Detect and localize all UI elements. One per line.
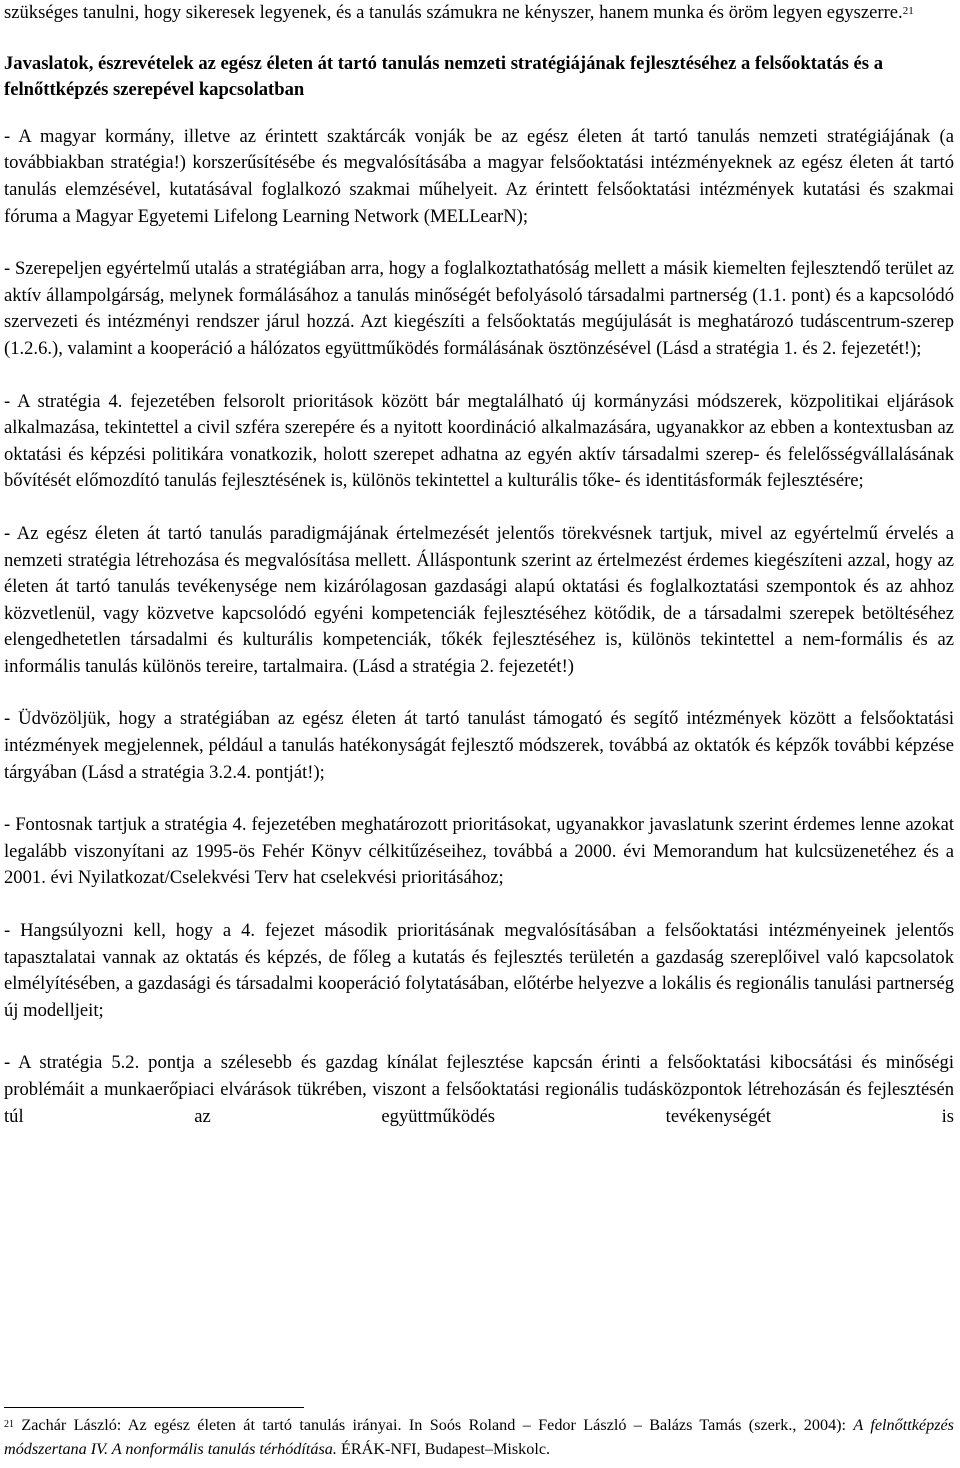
document-page (4, 0, 954, 1130)
paragraph-6: - Fontosnak tartjuk a stratégia 4. fejezetében meghatározott prioritásokat, ugyanakkor javaslatunk szerint érdemes lenne azokat legalább viszonyítani az 1995-ös Fehér Könyv célkitűzéseihez, továbbá a 2000. évi Memorandum hat kulcsüzenetéhez és a 2001. évi Nyilatkozat/Cselekvési Terv hat cselekvési prioritásához; (4, 814, 954, 889)
footnote (4, 1414, 954, 1461)
footnote-book-title: A felnőttképzés módszertana IV. A nonformális tanulás térhódítása. (4, 1416, 954, 1458)
intro-text: szükséges tanulni, hogy sikeresek legyenek, és a tanulás számukra ne kényszer, hanem munka és öröm legyen egyszerre. (4, 2, 903, 23)
intro-paragraph (4, 0, 954, 27)
paragraph-1: - A magyar kormány, illetve az érintett szaktárcák vonják be az egész életen át tartó tanulás nemzeti stratégiájának (a továbbiakban stratégia!) korszerűsítésébe és megvalósításába a magyar felsőoktatási intézményeknek az egész életen át tartó tanulás elemzésével, kutatásával foglalkozó szakmai műhelyeit. Az érintett felsőoktatási intézmények kutatási és szakmai fóruma a Magyar Egyetemi Lifelong Learning Network (MELLearN); (4, 125, 954, 227)
paragraph-4: - Az egész életen át tartó tanulás paradigmájának értelmezését jelentős törekvésnek tartjuk, mivel az egyértelmű érvelés a nemzeti stratégia létrehozása és megvalósítása mellett. Álláspontunk szerint az értelmezést érdemes kiegészíteni azzal, hogy az életen át tartó tanulás tevékenysége nem kizárólagosan gazdasági alapú oktatási és foglalkoztatási szempontok és az ahhoz közvetlenül, vagy közvetve kapcsolódó egyéni kompetenciák fejlesztéséhez kötődik, de a társadalmi szerepek betöltéséhez elengedhetetlen társadalmi és kulturális kompetenciák, tőkék fejlesztéséhez is, különös tekintettel a nem-formális és az informális tanulás különös tereire, tartalmaira. (Lásd a stratégia 2. fejezetét!) (4, 522, 954, 677)
section-heading: Javaslatok, észrevételek az egész életen át tartó tanulás nemzeti stratégiájának fejlesztéséhez a felsőoktatás és a felnőttképzés szerepével kapcsolatban (4, 52, 883, 101)
footnote-text-part1: Zachár László: Az egész életen át tartó tanulás irányai. In Soós Roland – Fedor László – Balázs Tamás (szerk., 2004): (21, 1416, 854, 1434)
paragraph-7: - Hangsúlyozni kell, hogy a 4. fejezet második prioritásának megvalósításában a felsőoktatási intézményeinek jelentős tapasztalatai vannak az oktatás és képzés, de főleg a kutatás és fejlesztés területén a gazdaság szereplőivel való kapcsolatok elmélyítésében, a gazdasági és társadalmi kooperáció folytatásában, előtérbe helyezve a lokális és regionális tanulási partnerség új modelljeit; (4, 920, 954, 1021)
footnote-number: 21 (4, 1419, 14, 1430)
footnote-divider (4, 1407, 304, 1408)
footnote-reference: 21 (902, 5, 914, 17)
paragraph-5: - Üdvözöljük, hogy a stratégiában az egész életen át tartó tanulást támogató és segítő intézmények között a felsőoktatási intézmények megjelennek, például a tanulás hatékonyságát fejlesztő módszerek, továbbá az oktatók és képzők további képzése tárgyában (Lásd a stratégia 3.2.4. pontját!); (4, 708, 954, 783)
paragraph-8: - A stratégia 5.2. pontja a szélesebb és gazdag kínálat fejlesztése kapcsán érinti a felsőoktatási kibocsátási és minőségi problémáit a munkaerőpiaci elvárások tükrében, viszont a felsőoktatási regionális tudásközpontok létrehozásán és fejlesztésén túl az együttműködés tevékenységét is (4, 1052, 954, 1127)
paragraph-3: - A stratégia 4. fejezetében felsorolt prioritások között bár megtalálható új kormányzási módszerek, közpolitikai eljárások alkalmazása, tekintettel a civil szféra szerepére és a nyitott koordináció alkalmazására, ugyanakkor az ebben a kontextusban az oktatási és képzési politikára vonatkozik, holott szerepet adhatna az egyén aktív társadalmi szerep- és felelősségvállalásának bővítését előmozdító tanulás fejlesztésének is, különös tekintettel a kulturális tőke- és identitásformák fejlesztésére; (4, 390, 954, 492)
footnote-text-part2: ÉRÁK-NFI, Budapest–Miskolc. (336, 1439, 551, 1458)
paragraph-2: - Szerepeljen egyértelmű utalás a stratégiában arra, hogy a foglalkoztathatóság mellett a másik kiemelten fejlesztendő terület az aktív állampolgárság, melynek formálásához a tanulás minőségét befolyásoló társadalmi partnerség (1.1. pont) és a kapcsolódó szervezeti és intézményi rendszer járul hozzá. Azt kiegészíti a felsőoktatás megújulását is meghatározó tudáscentrum-szerep (1.2.6.), valamint a kooperáció a hálózatos együttműködés formálásának ösztönzésével (Lásd a stratégia 1. és 2. fejezetét!); (4, 258, 954, 359)
